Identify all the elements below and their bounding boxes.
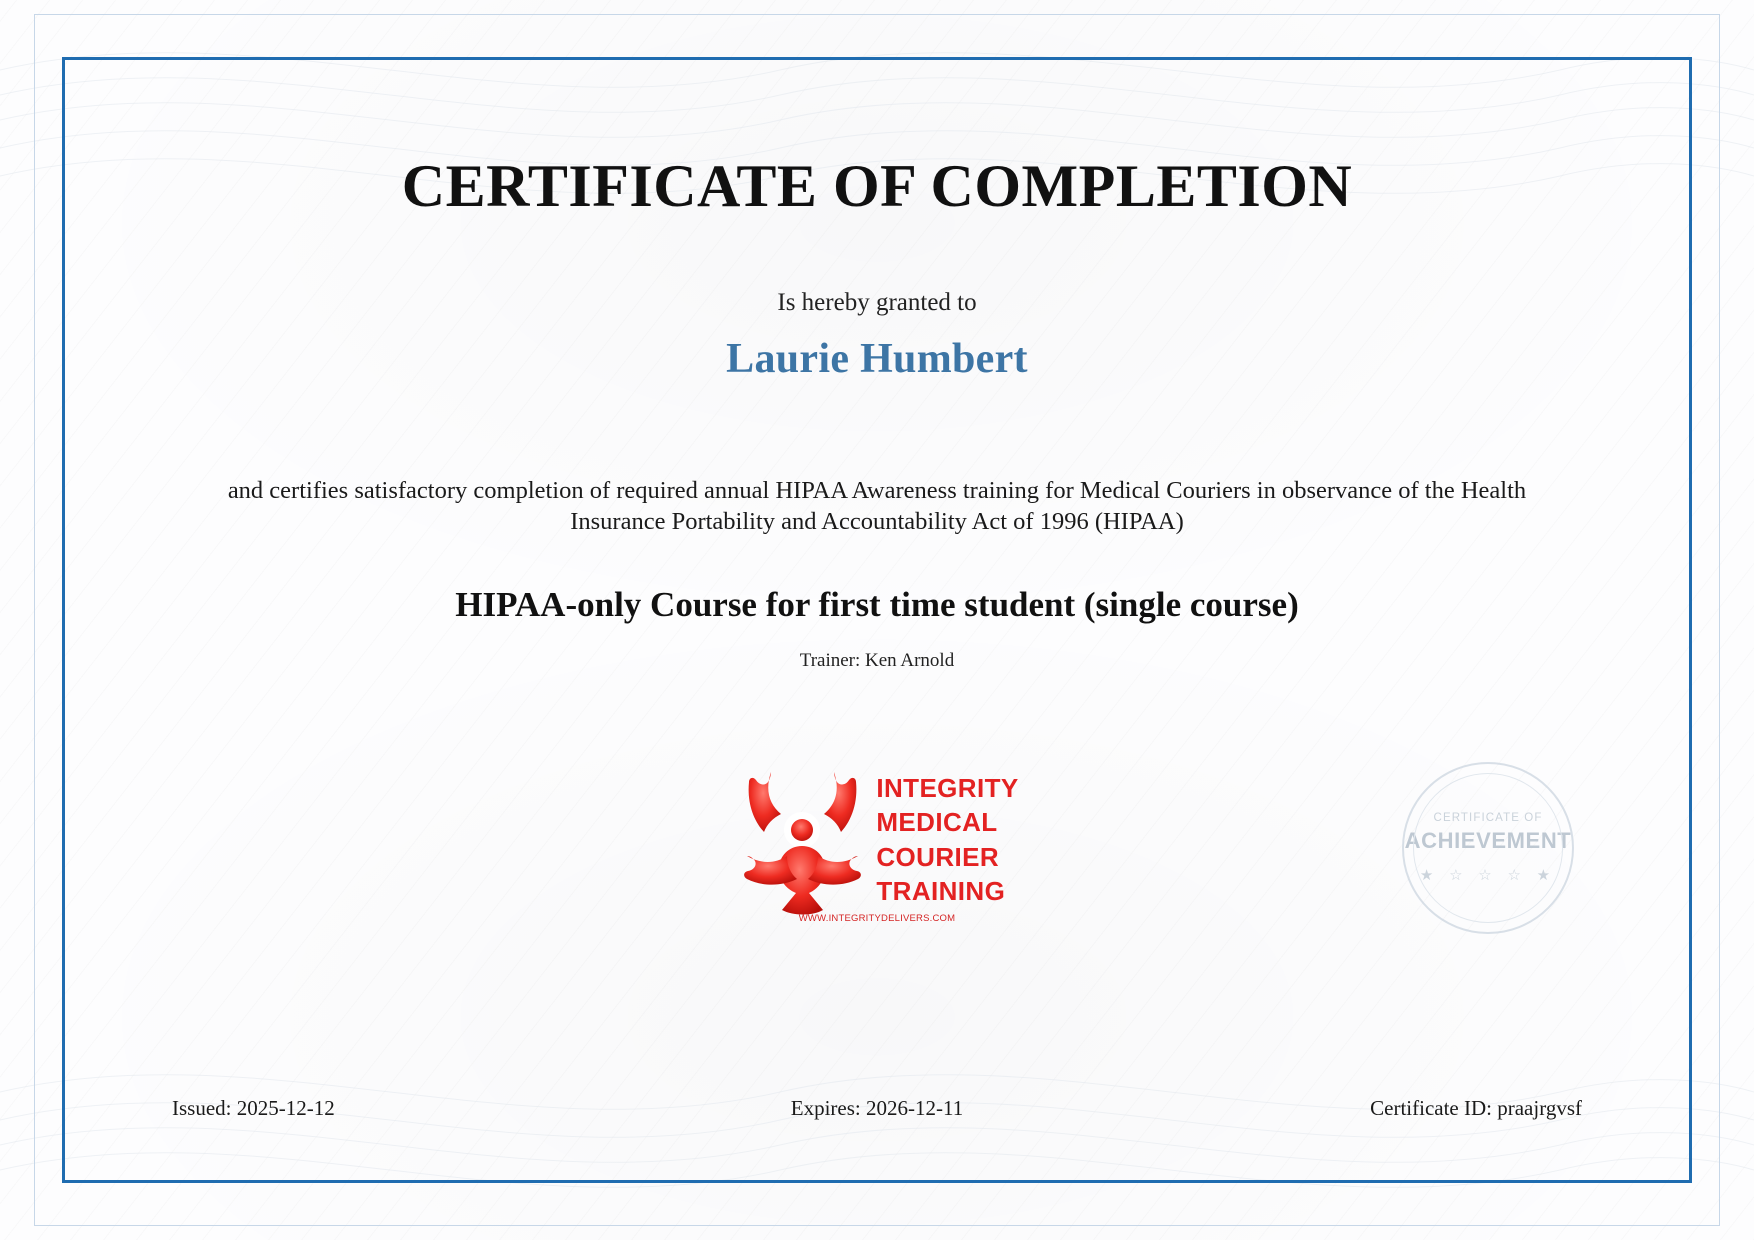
course-name: HIPAA-only Course for first time student (single course) bbox=[455, 585, 1299, 624]
logo-line-2: MEDICAL bbox=[876, 807, 998, 838]
logo-line-1: INTEGRITY bbox=[876, 772, 1019, 803]
organization-logo bbox=[707, 747, 1047, 932]
logo-line-4: TRAINING bbox=[876, 875, 1006, 906]
seal-main-text: ACHIEVEMENT bbox=[1404, 827, 1572, 853]
logo-line-3: COURIER bbox=[876, 841, 1000, 872]
seal-top-text: CERTIFICATE OF bbox=[1433, 811, 1543, 824]
certificate-content bbox=[62, 57, 1692, 1183]
granted-to-label: Is hereby granted to bbox=[777, 289, 977, 316]
certificate-description: and certifies satisfactory completion of required annual HIPAA Awareness training for Medical Couriers in observance of the Health Insurance Portability and Accountability Act of 1996 (HIPAA) bbox=[227, 477, 1527, 536]
seal-stars: ★ ☆ ☆ ☆ ★ bbox=[1419, 867, 1557, 884]
achievement-seal-watermark bbox=[1402, 762, 1574, 934]
certificate-id: Certificate ID: praajrgvsf bbox=[1370, 1096, 1582, 1120]
trainer-name: Trainer: Ken Arnold bbox=[799, 650, 955, 671]
recipient-name: Laurie Humbert bbox=[726, 336, 1028, 382]
logo-wordmark bbox=[876, 771, 1018, 908]
certificate-title: CERTIFICATE OF COMPLETION bbox=[401, 153, 1353, 219]
biohazard-icon bbox=[735, 760, 870, 920]
logo-website-url: WWW.INTEGRITYDELIVERS.COM bbox=[798, 913, 956, 924]
expires-date: Expires: 2026-12-11 bbox=[790, 1096, 964, 1120]
issued-date: Issued: 2025-12-12 bbox=[172, 1096, 335, 1120]
seal-inner-ring bbox=[1413, 773, 1563, 923]
